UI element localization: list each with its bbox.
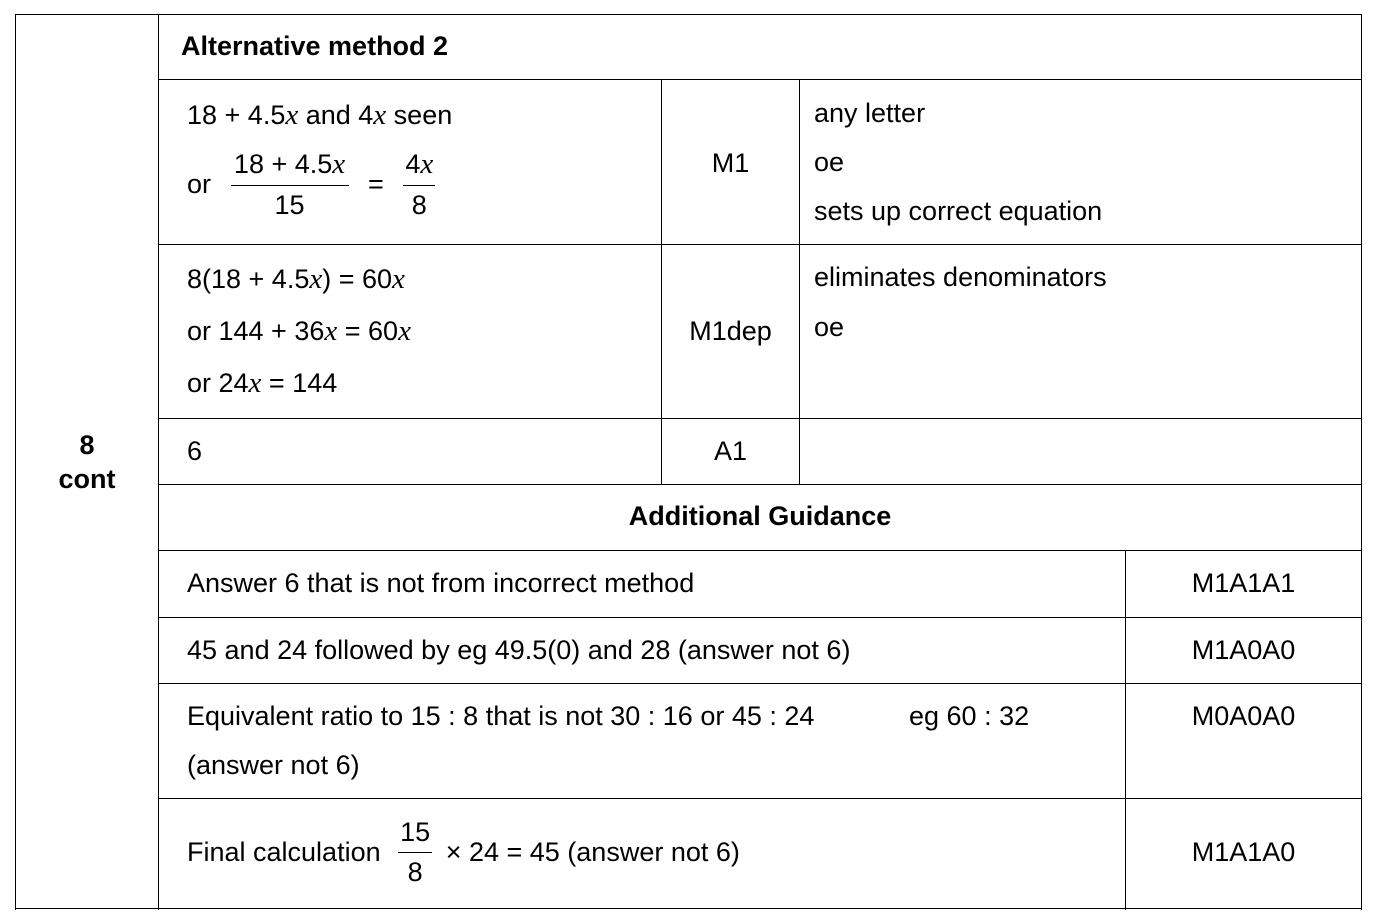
guidance-item-3-text-c: (answer not 6): [187, 750, 360, 780]
guidance-item-1-text: Answer 6 that is not from incorrect method: [187, 568, 695, 598]
guidance-item-3-text-a: Equivalent ratio to 15 : 8 that is not 30 : 16 or 45 : 24: [187, 701, 815, 731]
row3-work: 6: [187, 436, 203, 466]
question-number: [16, 428, 158, 496]
question-number-value: 8: [79, 430, 95, 460]
row1-work-line1: 18 + 4.5x and 4x seen: [187, 99, 453, 131]
guidance-item-3-mark: M0A0A0: [1191, 701, 1296, 731]
method-title: Alternative method 2: [181, 31, 449, 61]
row2-work-line3: or 24x = 144: [187, 367, 338, 399]
row1-comment-2: oe: [814, 147, 845, 177]
row1-work-line2: or $\frac{18 + 4.5x}{15}$ = $\frac{4x}{8}$: [187, 148, 434, 220]
guidance-item-3-text-b: eg 60 : 32: [909, 701, 1030, 731]
guidance-item-1-mark: M1A1A1: [1191, 568, 1296, 598]
guidance-item-4-mark: M1A1A0: [1191, 837, 1296, 867]
row2-work-line2: or 144 + 36x = 60x: [187, 315, 411, 347]
row2-work-line1: 8(18 + 4.5x) = 60x: [187, 263, 405, 295]
fraction-left: $\frac{18 + 4.5x}{15}$: [231, 148, 349, 221]
question-number-suffix: cont: [58, 464, 116, 494]
fraction-15-8: $\frac{15}{8}$: [400, 817, 431, 887]
row1-comment-1: any letter: [814, 98, 926, 128]
row1-comment-3: sets up correct equation: [814, 196, 1103, 226]
guidance-title: Additional Guidance: [628, 501, 892, 531]
row1-mark: M1: [711, 148, 750, 178]
guidance-item-4-text: Final calculation $\frac{15}{8}$ × 24 = 45 (answer not 6): [187, 817, 740, 887]
fraction-right: $\frac{4x}{8}$: [405, 148, 434, 220]
row2-comment-1: eliminates denominators: [814, 262, 1107, 292]
guidance-item-2-text: 45 and 24 followed by eg 49.5(0) and 28 (answer not 6): [187, 635, 851, 665]
guidance-item-2-mark: M1A0A0: [1191, 635, 1296, 665]
row3-mark: A1: [713, 436, 748, 466]
row2-comment-2: oe: [814, 312, 845, 342]
row2-mark: M1dep: [689, 316, 772, 346]
